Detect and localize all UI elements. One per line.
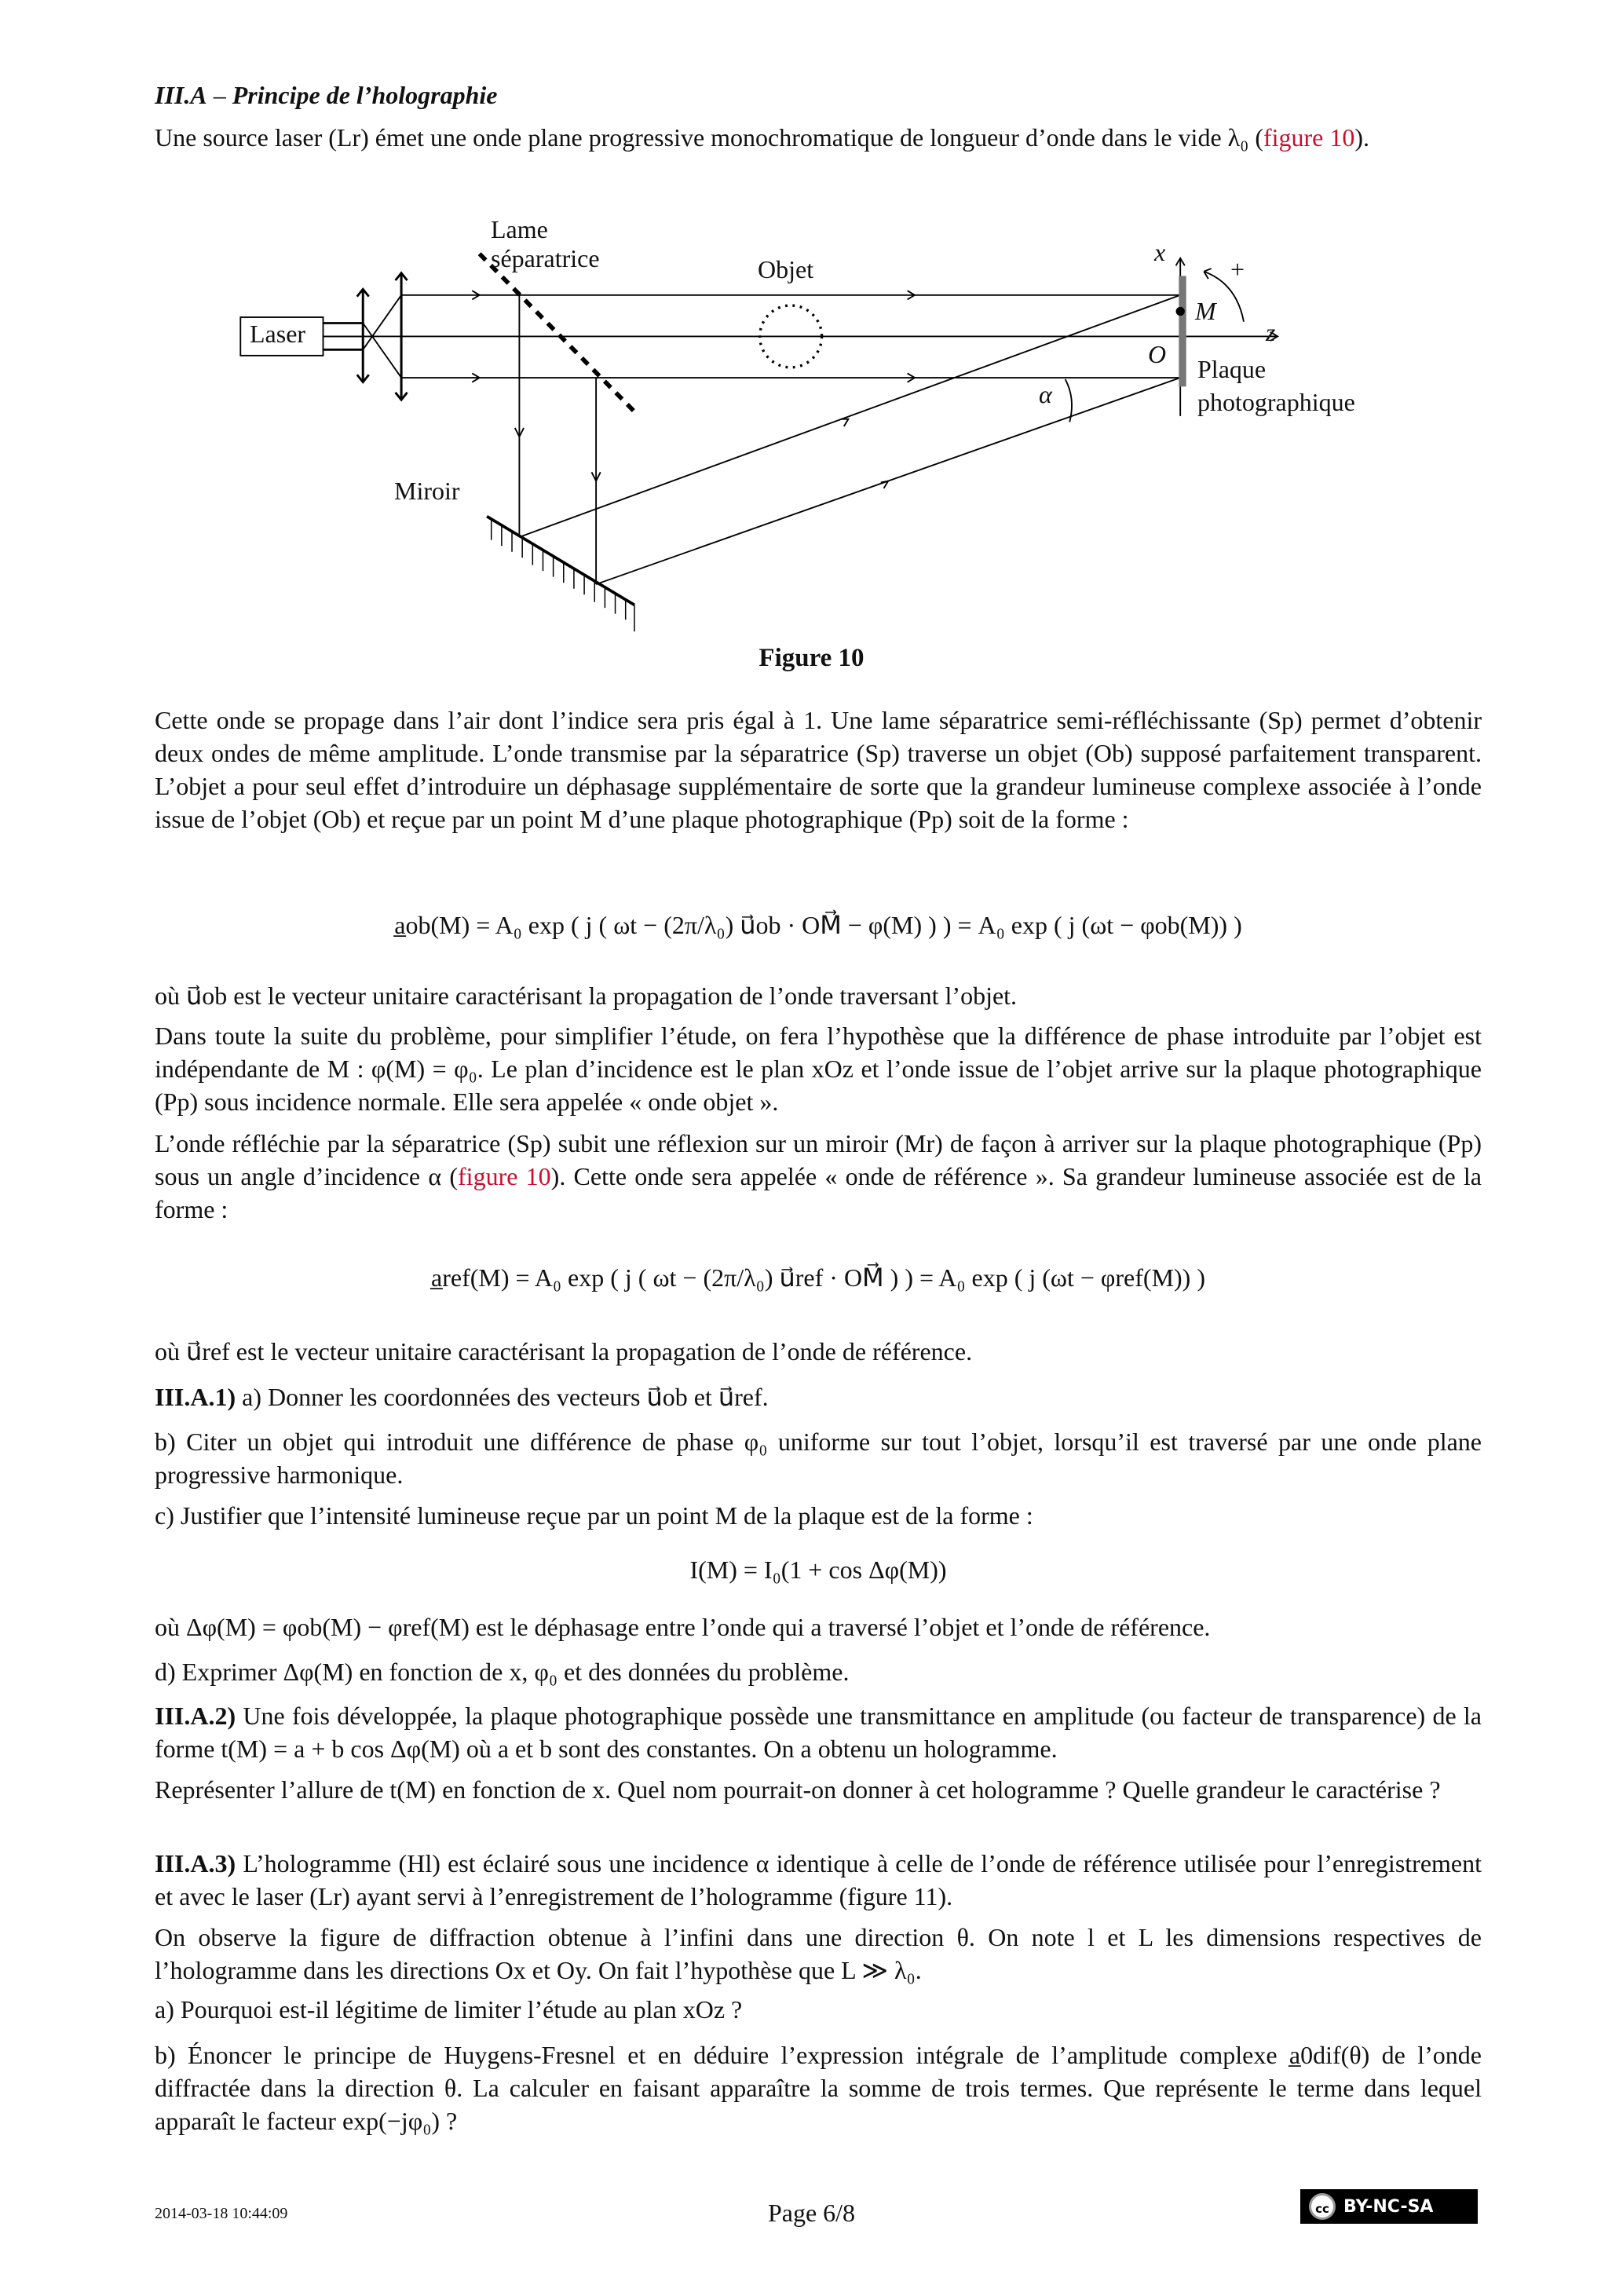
paragraph-5: où u⃗ref est le vecteur unitaire caractérisant la propagation de l’onde de référence. [155,1337,973,1366]
footer-date: 2014-03-18 10:44:09 [155,2205,288,2222]
intro-after: ). [1354,123,1370,152]
cc-license-badge [1302,2191,1476,2222]
object-circle [760,305,822,367]
q2-text: Une fois développée, la plaque photographique possède une transmittance en amplitude (ou facteur de transparence) de la forme t(M) = a + b cos Δφ(M) où a et b sont des constantes. On a obtenu un hologramme. [155,1702,1482,1763]
license-text: BY-NC-SA [1343,2196,1434,2217]
paragraph-1: Cette onde se propage dans l’air dont l’indice sera pris égal à 1. Une lame séparatrice semi-réfléchissante (Sp) permet d’obtenir deux ondes de même amplitude. L’onde transmise par la séparatrice (Sp) traverse un objet (Ob) supposé parfaitement transparent. L’objet a pour seul effet d’introduire un déphasage supplémentaire de sorte que la grandeur lumineuse complexe associée à l’onde issue de l’objet (Ob) et reçue par un point M d’une plaque photographique (Pp) soit de la forme : [155,706,1482,833]
p4-text: L’onde réfléchie par la séparatrice (Sp) subit une réflexion sur un miroir (Mr) de façon à arriver sur la plaque photographique (Pp) sous un angle d’incidence α ( [155,1129,1482,1190]
question-3a: a) Pourquoi est-il légitime de limiter l’étude au plan xOz ? [155,1995,743,2024]
question-2-part2: Représenter l’allure de t(M) en fonction de x. Quel nom pourrait-on donner à cet hologramme ? Quelle grandeur le caractérise ? [155,1775,1441,1804]
q3-label: III.A.3) [155,1849,236,1877]
cc-icon: cc [1309,2193,1336,2220]
figure-link-2[interactable]: figure 10 [458,1162,551,1190]
question-1d: d) Exprimer Δφ(M) en fonction de x, φ₀ et des données du problème. [155,1658,850,1686]
q1-a: a) Donner les coordonnées des vecteurs u⃗ob et u⃗ref. [242,1383,769,1411]
beam-splitter [480,254,638,415]
paragraph-3: Dans toute la suite du problème, pour simplifier l’étude, on fera l’hypothèse que la différence de phase introduite par l’objet est indépendante de M : φ(M) = φ₀. Le plan d’incidence est le plan xOz et l’onde issue de l’objet arrive sur la plaque photographique (Pp) sous incidence normale. Elle sera appelée « onde objet ». [155,1022,1482,1116]
label-lame: Lame séparatrice [491,215,600,272]
mirror [487,517,634,605]
label-plus: + [1230,255,1245,283]
label-photographique: photographique [1197,388,1355,416]
p4-after: ). Cette onde sera appelée « onde de référence ». Sa grandeur lumineuse associée est de la forme : [155,1162,1482,1223]
section-number: III.A [155,81,207,109]
label-alpha: α [1039,380,1052,408]
label-O: O [1148,340,1167,368]
intro-text: Une source laser (Lr) émet une onde plane progressive monochromatique de longueur d’onde dans le vide λ₀ ( [155,123,1263,152]
label-z: z [1266,318,1276,346]
footer-page-number: Page 6/8 [767,2199,856,2227]
q3-text: L’hologramme (Hl) est éclairé sous une incidence α identique à celle de l’onde de référence utilisée pour l’enregistrement et avec le laser (Lr) ayant servi à l’enregistrement de l’hologramme (figure 11). [155,1849,1482,1910]
paragraph-2: où u⃗ob est le vecteur unitaire caractérisant la propagation de l’onde traversant l’objet. [155,982,1018,1010]
figure-caption: Figure 10 [758,644,865,672]
ref-ray-1 [519,295,1180,537]
question-1-where: où Δφ(M) = φob(M) − φref(M) est le déphasage entre l’onde qui a traversé l’objet et l’onde de référence. [155,1613,1211,1641]
paragraph-4 [155,1127,1482,1226]
section-dash: – [213,81,226,109]
point-M [1177,308,1184,315]
q1-label: III.A.1) [155,1383,236,1411]
section-heading [155,79,1482,112]
question-3-part2: On observe la figure de diffraction obtenue à l’infini dans une direction θ. On note l et L les dimensions respectives de l’hologramme dans les directions Ox et Oy. On fait l’hypothèse que L ≫ λ₀. [155,1923,1482,1984]
figure-link[interactable]: figure 10 [1263,123,1355,152]
question-3b: b) Énoncer le principe de Huygens-Fresnel et en déduire l’expression intégrale de l’amplitude complexe a̲0dif(θ) de l’onde diffractée dans la direction θ. La calculer en faisant apparaître la somme de trois termes. Que représente le terme dans lequel apparaît le facteur exp(−jφ₀) ? [155,2041,1482,2135]
intro-paragraph [155,121,1482,154]
section-title: Principe de l’holographie [232,81,498,109]
ref-ray-2 [596,378,1180,584]
label-plaque: Plaque [1197,355,1267,383]
label-miroir: Miroir [394,477,460,505]
question-1a [155,1380,1482,1413]
equation-ob: a̲ob(M) = A₀ exp ( j ( ωt − (2π/λ₀) u⃗ob · OM⃗ − φ(M) ) ) = A₀ exp ( j (ωt − φob(M)) ) [394,911,1242,939]
q2-label: III.A.2) [155,1702,236,1730]
label-laser: Laser [250,320,306,348]
question-1c: c) Justifier que l’intensité lumineuse reçue par un point M de la plaque est de la forme : [155,1501,1033,1530]
label-M: M [1195,297,1216,325]
photographic-plate [1179,276,1186,386]
question-2 [155,1699,1482,1765]
equation-ref: a̲ref(M) = A₀ exp ( j ( ωt − (2π/λ₀) u⃗ref · OM⃗ ) ) = A₀ exp ( j (ωt − φref(M)) ) [431,1263,1205,1292]
question-3 [155,1847,1482,1913]
question-1b: b) Citer un objet qui introduit une différence de phase φ₀ uniforme sur tout l’objet, lorsqu’il est traversé par une onde plane progressive harmonique. [155,1428,1482,1489]
equation-intensity: I(M) = I₀(1 + cos Δφ(M)) [689,1556,947,1584]
label-x: x [1154,238,1166,266]
label-objet: Objet [758,255,814,283]
